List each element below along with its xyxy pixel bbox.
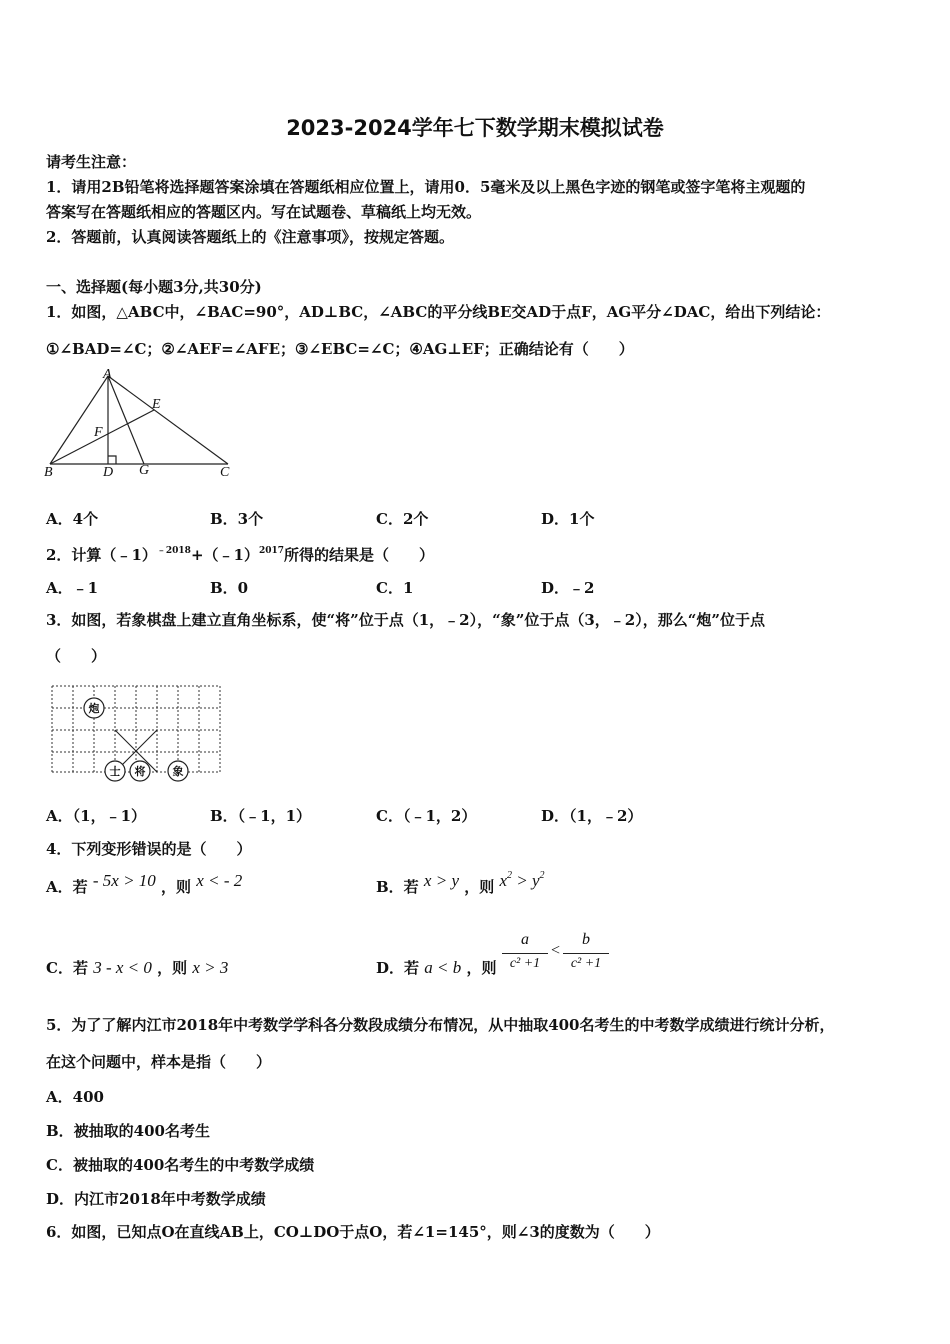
- q4-option-c[interactable]: [46, 957, 228, 978]
- q4c-result: x > 3: [192, 958, 229, 977]
- q2-option-d[interactable]: D．﹣2: [541, 579, 595, 597]
- q4d-fraction-2-bar: [563, 953, 609, 954]
- q2-suffix: 所得的结果是（ ）: [284, 546, 435, 564]
- q4b-label: B．若: [376, 878, 419, 896]
- q3-option-b[interactable]: B．（﹣1，1）: [210, 807, 312, 825]
- q1-triangle-figure: [40, 366, 245, 482]
- q6-stem-line1: 6．如图，已知点O在直线AB上，CO⊥DO于点O，若∠1=145°，则∠3的度数为（ ）: [46, 1223, 660, 1241]
- q4d-fraction-1-denominator: c² +1: [509, 956, 541, 971]
- section-heading: 一、选择题(每小题3分,共30分): [46, 278, 262, 296]
- piece-jiang-label: 将: [134, 765, 146, 778]
- q1-stem-line1: 1．如图，△ABC中，∠BAC=90°，AD⊥BC，∠ABC的平分线BE交AD于点F，AG平分∠DAC，给出下列结论：: [46, 303, 831, 321]
- label-f: F: [94, 425, 103, 440]
- q1-option-b[interactable]: B．3个: [210, 510, 264, 528]
- q4-option-b[interactable]: [376, 870, 545, 897]
- q4-option-d[interactable]: [376, 957, 496, 978]
- q4c-then: ，则: [157, 959, 188, 977]
- q3-option-a[interactable]: A．（1，﹣1）: [46, 807, 147, 825]
- q1-stem-line2: ①∠BAD=∠C；②∠AEF=∠AFE；③∠EBC=∠C；④AG⊥EF；正确结论有（ ）: [46, 340, 634, 358]
- q4c-label: C．若: [46, 959, 88, 977]
- right-angle-mark: [108, 456, 116, 464]
- q2-option-a[interactable]: A．﹣1: [46, 579, 99, 597]
- q4d-fraction-2-numerator: b: [582, 931, 590, 948]
- q5-option-a[interactable]: A．400: [46, 1088, 104, 1106]
- q4d-label: D．若: [376, 959, 420, 977]
- q4d-condition: a < b: [424, 958, 462, 977]
- q3-chessboard-figure: [48, 682, 224, 782]
- q2-prefix: 2．计算（﹣1）: [46, 546, 157, 564]
- q3-option-d[interactable]: D．（1，﹣2）: [541, 807, 643, 825]
- page-title: 2023-2024学年七下数学期末模拟试卷: [286, 116, 664, 140]
- q4b-condition: x > y: [423, 871, 459, 890]
- q3-stem-line2: （ ）: [46, 647, 107, 665]
- q4-option-a[interactable]: [46, 871, 243, 897]
- q2-middle: +（﹣1）: [190, 546, 259, 564]
- q4a-label: A．若: [46, 878, 88, 896]
- q4a-condition: - 5x > 10: [92, 871, 156, 890]
- q3-stem-line1: 3．如图，若象棋盘上建立直角坐标系，使“将”位于点（1，﹣2），“象”位于点（3，﹣2），那么“炮”位于点: [46, 611, 765, 629]
- q4-stem: 4．下列变形错误的是（ ）: [46, 840, 252, 858]
- q2-exponent-2: 2017: [258, 546, 285, 556]
- q4b-result: $x^2 > y^2$: [499, 870, 545, 890]
- q1-option-a[interactable]: A．4个: [46, 510, 99, 528]
- label-c: C: [220, 465, 230, 480]
- segment-ab: [50, 376, 108, 464]
- label-e: E: [152, 397, 161, 412]
- q5-option-b[interactable]: B．被抽取的400名考生: [46, 1122, 210, 1140]
- q4a-result: x < - 2: [196, 871, 243, 890]
- q4d-fraction-1-numerator: a: [521, 931, 529, 948]
- piece-shi-label: 士: [109, 765, 121, 778]
- q5-option-c[interactable]: C．被抽取的400名考生的中考数学成绩: [46, 1156, 315, 1174]
- q2-option-b[interactable]: B．0: [210, 579, 249, 597]
- q4d-less-than: <: [551, 942, 561, 959]
- piece-xiang-label: 象: [172, 765, 184, 778]
- label-a: A: [103, 367, 112, 382]
- notice-line-1b: 答案写在答题纸相应的答题区内。写在试题卷、草稿纸上均无效。: [46, 203, 482, 221]
- q4d-fraction-2-denominator: c² +1: [570, 956, 602, 971]
- q2-exponent-1: ﹣2018: [156, 546, 191, 556]
- q5-stem-line1: 5．为了了解内江市2018年中考数学学科各分数段成绩分布情况，从中抽取400名考生的中考数学成绩进行统计分析，: [46, 1016, 835, 1034]
- q5-stem-line2: 在这个问题中，样本是指（ ）: [46, 1053, 272, 1071]
- notice-line-2: 2．答题前，认真阅读答题纸上的《注意事项》，按规定答题。: [46, 228, 454, 246]
- q2-stem: [46, 542, 434, 564]
- notice-line-1a: 1．请用2B铅笔将选择题答案涂填在答题纸相应位置上，请用0．5毫米及以上黑色字迹的钢笔或签字笔将主观题的: [46, 178, 806, 196]
- q4d-fraction-1-bar: [502, 953, 548, 954]
- q4a-then: ，则: [161, 878, 192, 896]
- notice-heading: 请考生注意：: [46, 153, 137, 171]
- board-grid: [52, 686, 220, 772]
- piece-pao-label: 炮: [88, 702, 100, 715]
- label-d: D: [103, 465, 114, 480]
- q2-option-c[interactable]: C．1: [376, 579, 414, 597]
- q3-option-c[interactable]: C．（﹣1，2）: [376, 807, 477, 825]
- q4d-then: ，则: [466, 959, 497, 977]
- q5-option-d[interactable]: D．内江市2018年中考数学成绩: [46, 1190, 266, 1208]
- q4c-condition: 3 - x < 0: [93, 958, 152, 977]
- q1-option-c[interactable]: C．2个: [376, 510, 429, 528]
- label-g: G: [139, 463, 150, 478]
- q4b-then: ，则: [464, 878, 495, 896]
- q1-option-d[interactable]: D．1个: [541, 510, 595, 528]
- label-b: B: [44, 465, 53, 480]
